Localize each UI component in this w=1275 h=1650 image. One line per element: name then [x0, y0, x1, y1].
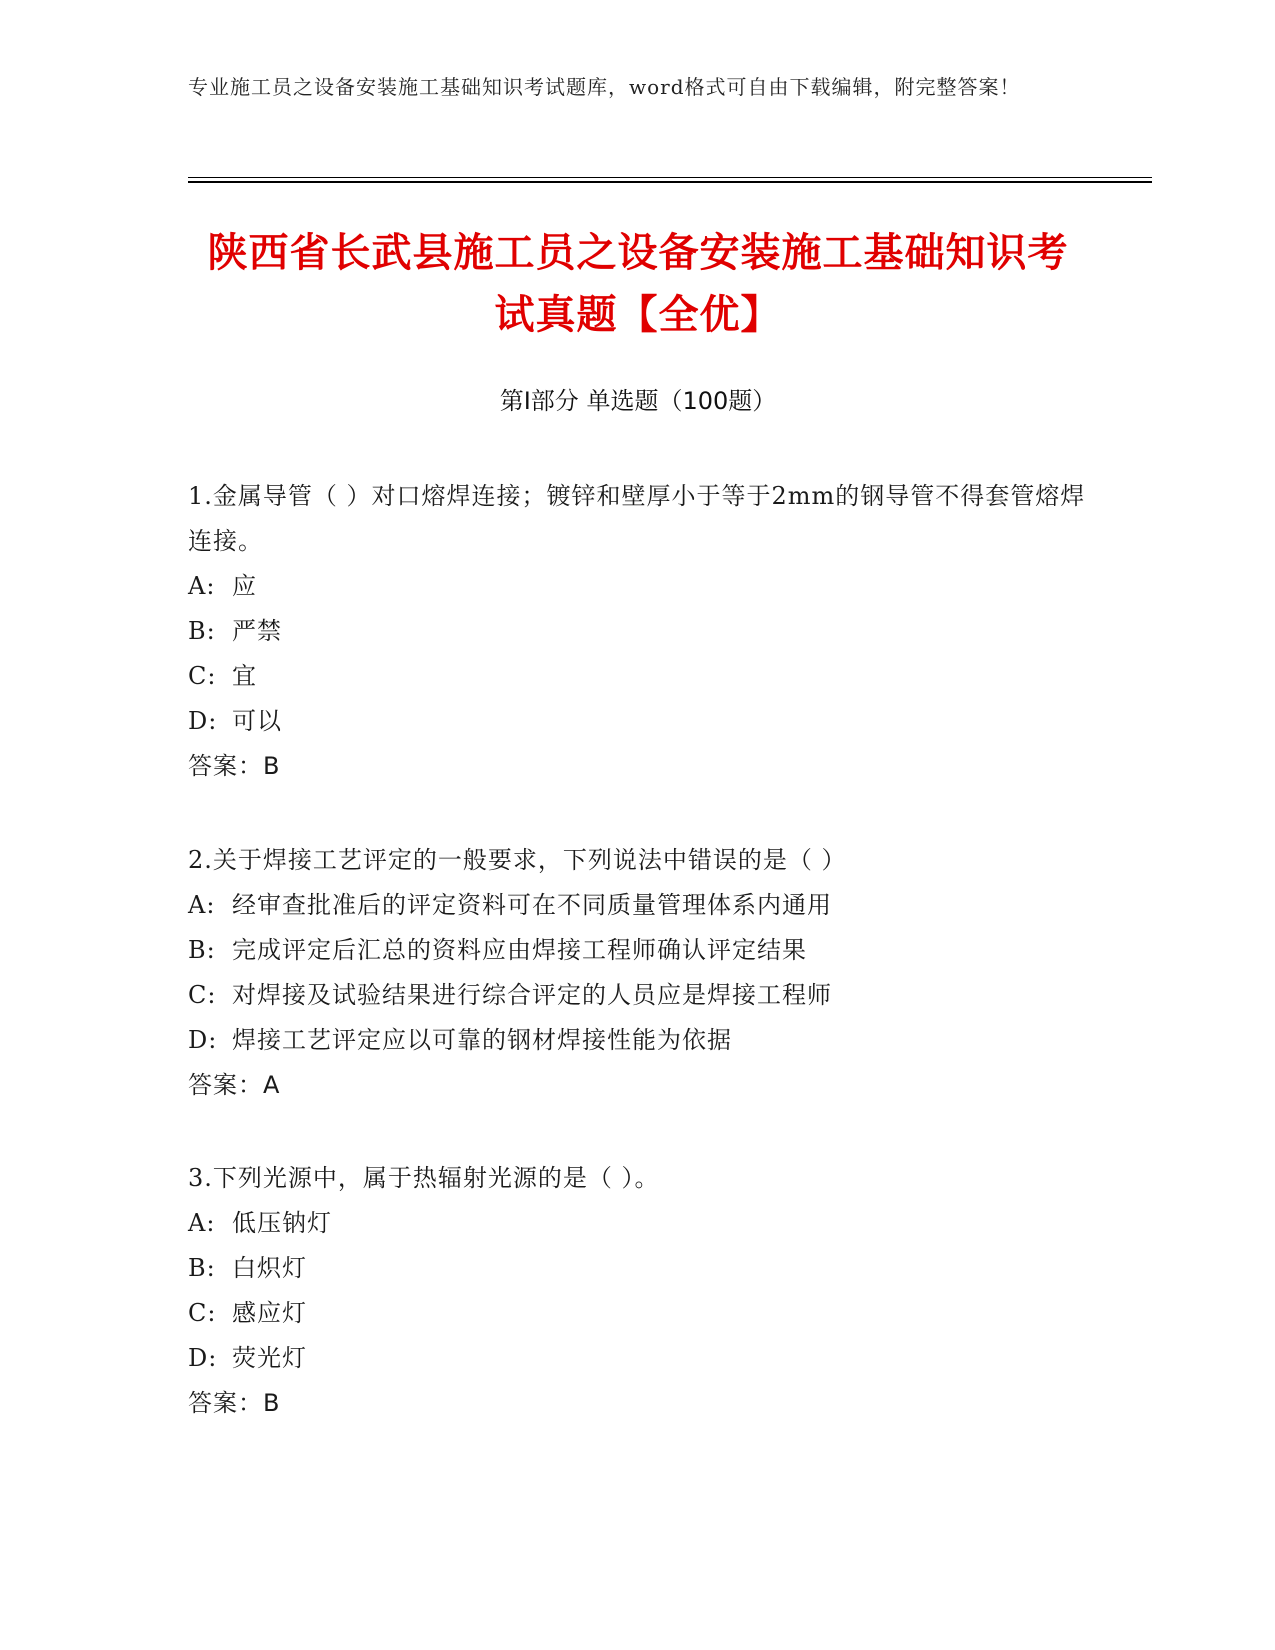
- option-letter: C:: [188, 662, 217, 690]
- option-letter: B:: [188, 617, 216, 645]
- option-text: 宜: [232, 662, 257, 690]
- option-letter: C:: [188, 1299, 217, 1327]
- option-b: [188, 928, 1088, 973]
- option-text: 严禁: [232, 617, 282, 645]
- option-d: [188, 699, 1088, 744]
- header-divider-thick: [188, 181, 1152, 183]
- option-letter: B:: [188, 1254, 216, 1282]
- answer-line: 答案：A: [188, 1071, 281, 1099]
- option-letter: B:: [188, 936, 216, 964]
- option-a: [188, 564, 1088, 609]
- option-c: [188, 973, 1088, 1018]
- question-3: [188, 1156, 1088, 1426]
- section-title: 第Ⅰ部分 单选题（100题）: [499, 387, 777, 415]
- question-1: [188, 474, 1088, 789]
- option-a: [188, 1201, 1088, 1246]
- option-text: 对焊接及试验结果进行综合评定的人员应是焊接工程师: [232, 981, 832, 1009]
- option-text: 感应灯: [232, 1299, 307, 1327]
- option-letter: D:: [188, 1344, 218, 1372]
- answer-line: 答案：B: [188, 752, 281, 780]
- option-d: [188, 1336, 1088, 1381]
- header-divider-thin: [188, 177, 1152, 178]
- option-text: 焊接工艺评定应以可靠的钢材焊接性能为依据: [232, 1026, 732, 1054]
- option-text: 荧光灯: [232, 1344, 307, 1372]
- header-note: 专业施工员之设备安装施工基础知识考试题库，word格式可自由下载编辑，附完整答案！: [188, 75, 1021, 99]
- option-a: [188, 883, 1088, 928]
- option-b: [188, 609, 1088, 654]
- option-text: 白炽灯: [232, 1254, 307, 1282]
- option-c: [188, 654, 1088, 699]
- question-2: [188, 838, 1088, 1108]
- option-letter: A:: [188, 572, 216, 600]
- option-letter: D:: [188, 707, 218, 735]
- option-text: 可以: [232, 707, 282, 735]
- question-stem: 2.关于焊接工艺评定的一般要求，下列说法中错误的是（ ）: [188, 846, 847, 874]
- option-letter: A:: [188, 1209, 216, 1237]
- option-d: [188, 1018, 1088, 1063]
- document-title: 陕西省长武县施工员之设备安装施工基础知识考试真题【全优】: [207, 230, 1069, 338]
- option-text: 低压钠灯: [232, 1209, 332, 1237]
- option-text: 经审查批准后的评定资料可在不同质量管理体系内通用: [232, 891, 832, 919]
- option-b: [188, 1246, 1088, 1291]
- question-stem: 1.金属导管（ ）对口熔焊连接；镀锌和壁厚小于等于2mm的钢导管不得套管熔焊连接。: [188, 482, 1086, 555]
- question-stem: 3.下列光源中，属于热辐射光源的是（ ）。: [188, 1164, 660, 1192]
- option-text: 应: [232, 572, 257, 600]
- option-letter: A:: [188, 891, 216, 919]
- option-c: [188, 1291, 1088, 1336]
- option-letter: D:: [188, 1026, 218, 1054]
- answer-line: 答案：B: [188, 1389, 281, 1417]
- option-letter: C:: [188, 981, 217, 1009]
- option-text: 完成评定后汇总的资料应由焊接工程师确认评定结果: [232, 936, 807, 964]
